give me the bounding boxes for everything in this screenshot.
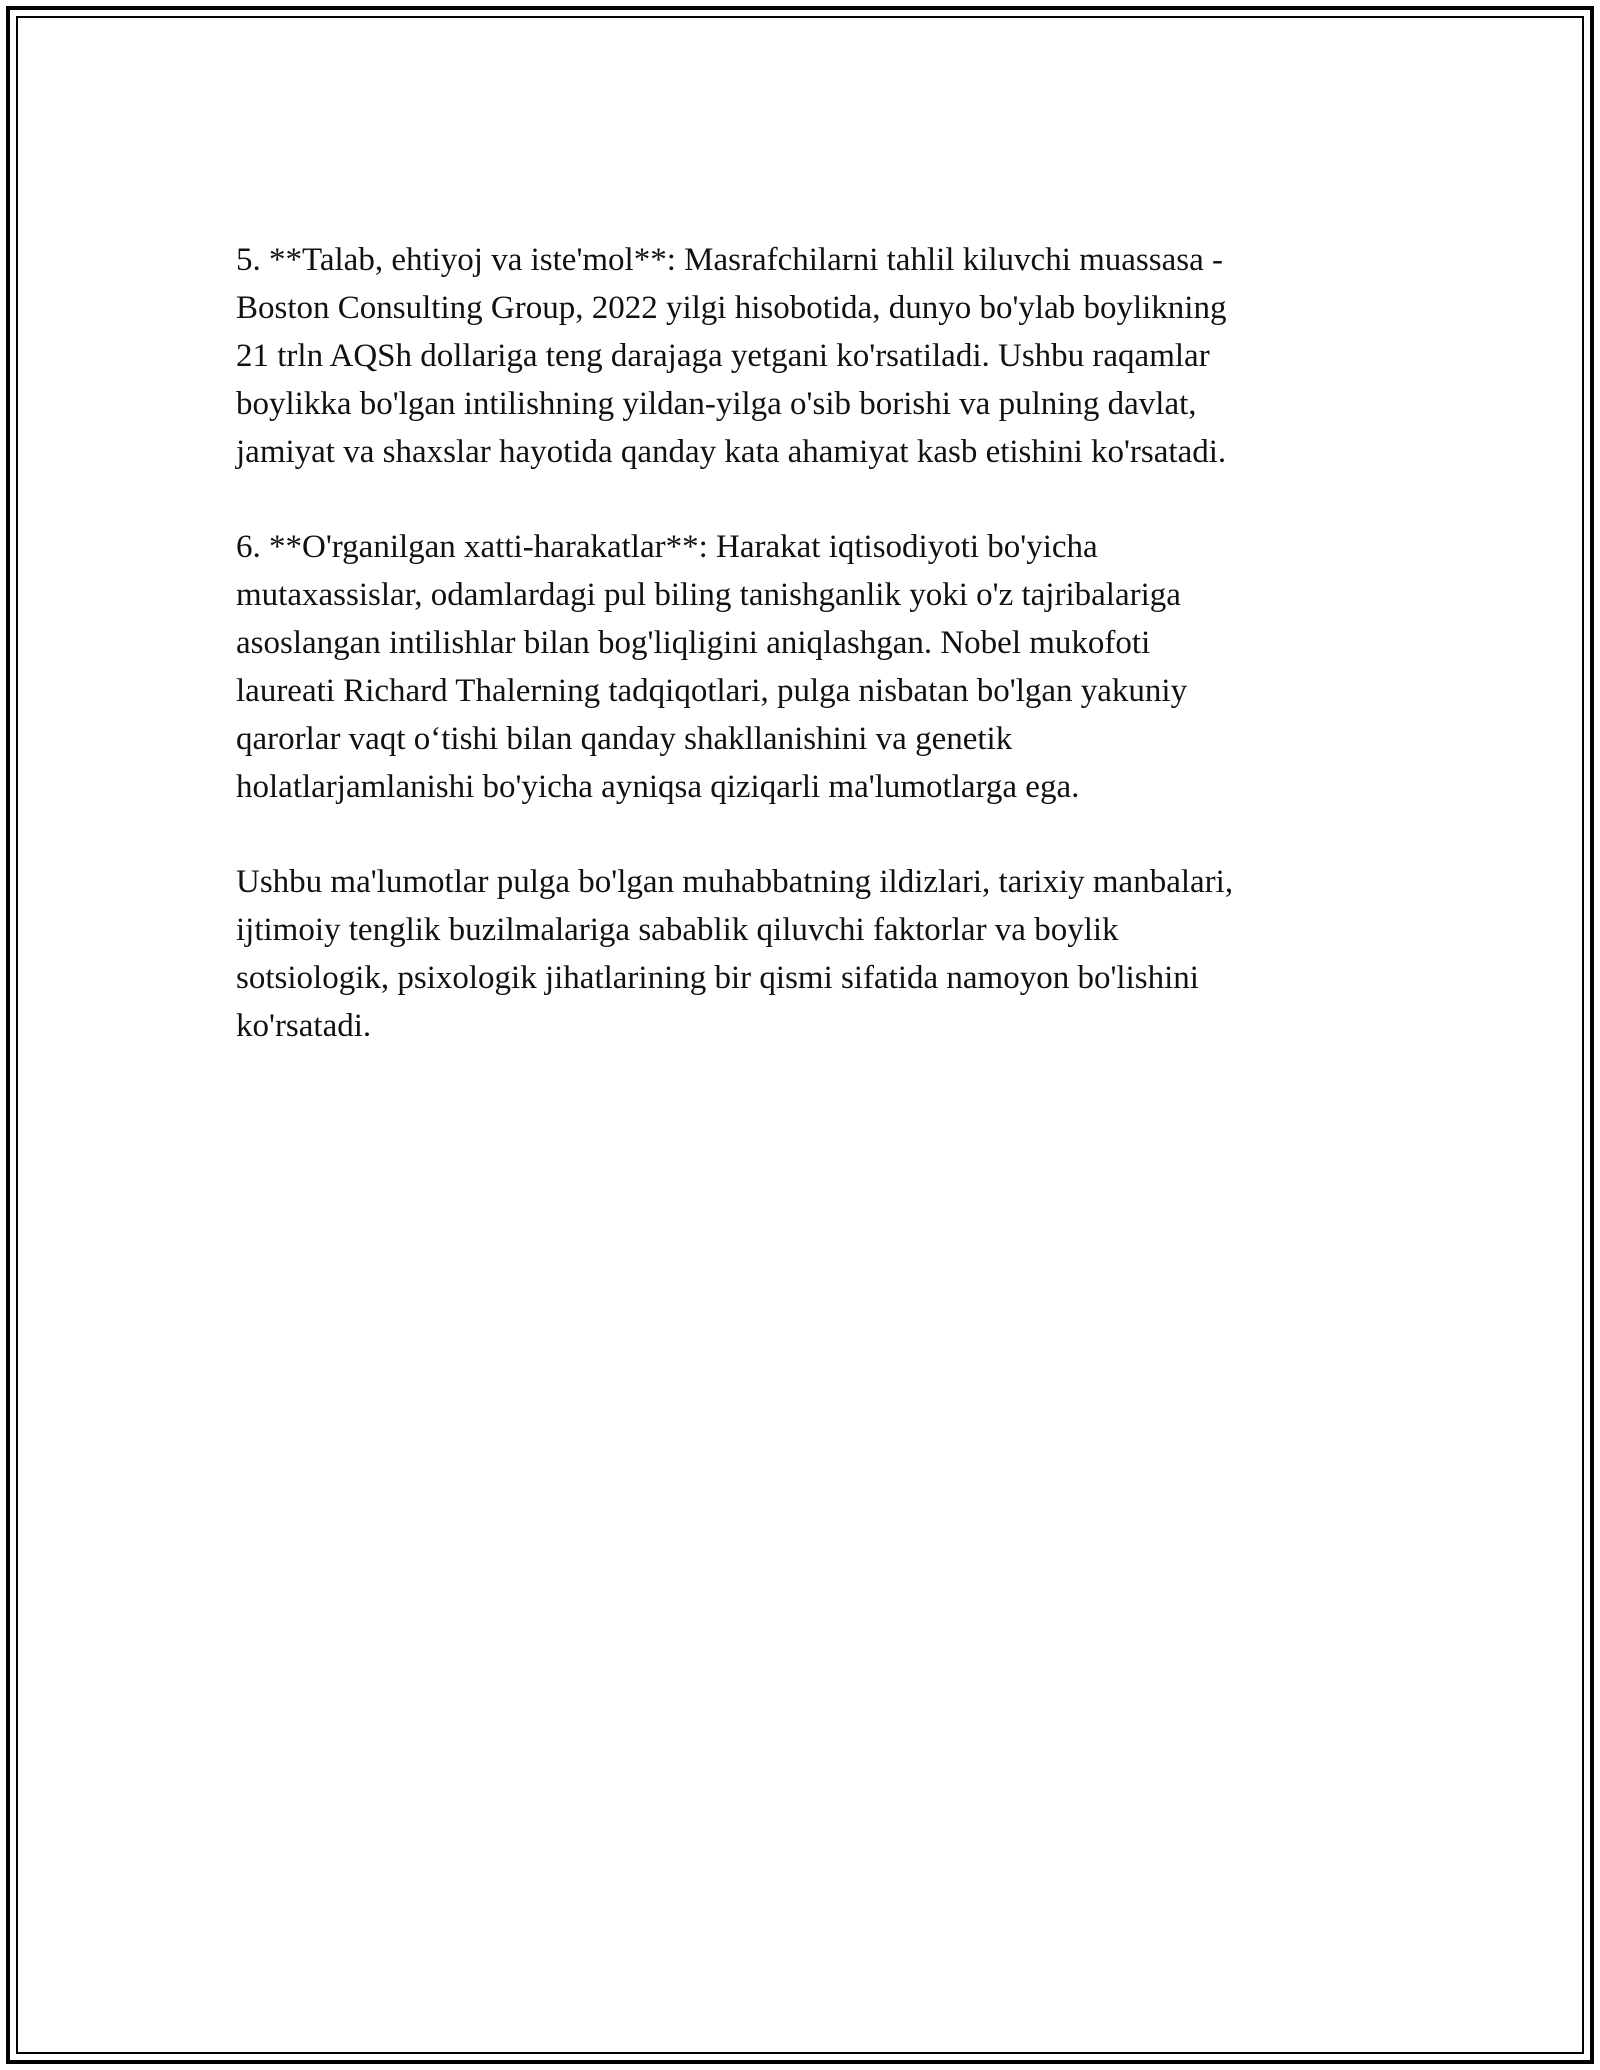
- paragraph-conclusion: Ushbu ma'lumotlar pulga bo'lgan muhabbatning ildizlari, tarixiy manbalari, ijtimoiy tenglik buzilmalariga sabablik qiluvchi faktorlar va boylik sotsiologik, psixologik jihatlarining bir qismi sifatida namoyon bo'lishini ko'rsatadi.: [236, 864, 1234, 1044]
- paragraph-demand-needs-consumption: 5. **Talab, ehtiyoj va iste'mol**: Masrafchilarni tahlil kiluvchi muassasa - Boston Consulting Group, 2022 yilgi hisobotida, dunyo bo'ylab boylikning 21 trln AQSh dollariga teng darajaga yetgani ko'rsatiladi. Ushbu raqamlar boylikka bo'lgan intilishning yildan-yilga o'sib borishi va pulning davlat, jamiyat va shaxslar hayotida qanday kata ahamiyat kasb etishini ko'rsatadi.: [236, 242, 1227, 470]
- document-body: [236, 236, 1366, 1097]
- paragraph-learned-behaviors: 6. **O'rganilgan xatti-harakatlar**: Harakat iqtisodiyoti bo'yicha mutaxassislar, odamlardagi pul biling tanishganlik yoki o'z tajribalariga asoslangan intilishlar bilan bog'liqligini aniqlashgan. Nobel mukofoti laureati Richard Thalerning tadqiqotlari, pulga nisbatan bo'lgan yakuniy qarorlar vaqt oʻtishi bilan qanday shakllanishini va genetik holatlarjamlanishi bo'yicha ayniqsa qiziqarli ma'lumotlarga ega.: [236, 529, 1188, 805]
